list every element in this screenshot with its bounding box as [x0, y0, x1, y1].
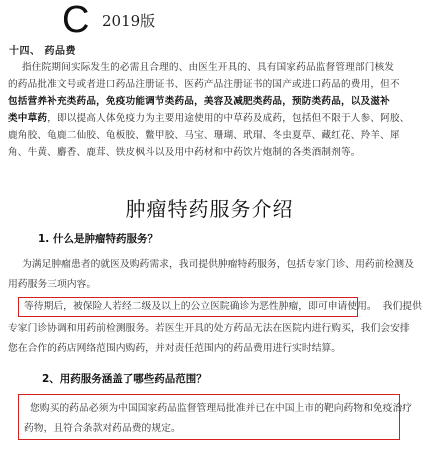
q1-paragraph-line-5: 您在合作的药店网络范围内购药，并对责任范围内的药品费用进行实时结算。 — [8, 343, 342, 354]
q1-paragraph-line-1: 为满足肿瘤患者的就医及购药需求，我司提供肿瘤特药服务，包括专家门诊、用药前检测及 — [22, 259, 414, 270]
question-1-heading: 1. 什么是肿瘤特药服务？ — [38, 233, 158, 245]
logo-letter: C — [62, 0, 90, 41]
policy-line-1: 指住院期间实际发生的必需且合理的、由医生开具的、具有国家药品监督管理部门核发 — [22, 62, 395, 73]
section-title: 十四、 药品费 — [9, 46, 76, 57]
policy-line-6: 角、牛黄、麝香、鹿茸、铁皮枫斗以及用中药材和中药饮片炮制的各类酒制剂等。 — [8, 147, 361, 158]
q1-paragraph-line-2: 用药服务三项内容。 — [8, 279, 97, 290]
question-2-heading: 2、用药服务涵盖了哪些药品范围？ — [42, 373, 207, 385]
policy-line-4: 类中草药，即以提高人体免疫力为主要用途使用的中草药及成药，包括但不限于人参、阿胶、 — [8, 113, 410, 124]
version-label: 2019版 — [102, 12, 156, 30]
q2-highlight-line-1: 您购买的药品必须为中国国家药品监督管理局批准并已在中国上市的靶向药物和免疫治疗 — [30, 403, 413, 414]
q1-paragraph-line-4: 专家门诊协调和用药前检测服务。若医生开具的处方药品无法在医院内进行购买，我们会安排 — [8, 323, 410, 334]
policy-line-5: 鹿角胶、龟鹿二仙胶、龟板胶、鳖甲胶、马宝、珊瑚、玳瑁、冬虫夏草、藏红花、羚羊、犀 — [8, 130, 400, 141]
document-title: 肿瘤特药服务介绍 — [125, 197, 294, 221]
q1-highlight-line: 等待期后，被保险人若经二级及以上的公立医院确诊为恶性肿瘤，即可申请使用。 我们提供 — [24, 301, 422, 312]
policy-line-2: 的药品批准文号或者进口药品注册证书、医药产品注册证书的国产或进口药品的费用，但不 — [8, 79, 400, 90]
policy-line-3: 包括营养补充类药品，免疫功能调节类药品，美容及减肥类药品，预防类药品，以及滋补 — [8, 96, 390, 107]
q2-highlight-line-2: 药物，且符合条款对药品费的规定。 — [24, 423, 181, 434]
